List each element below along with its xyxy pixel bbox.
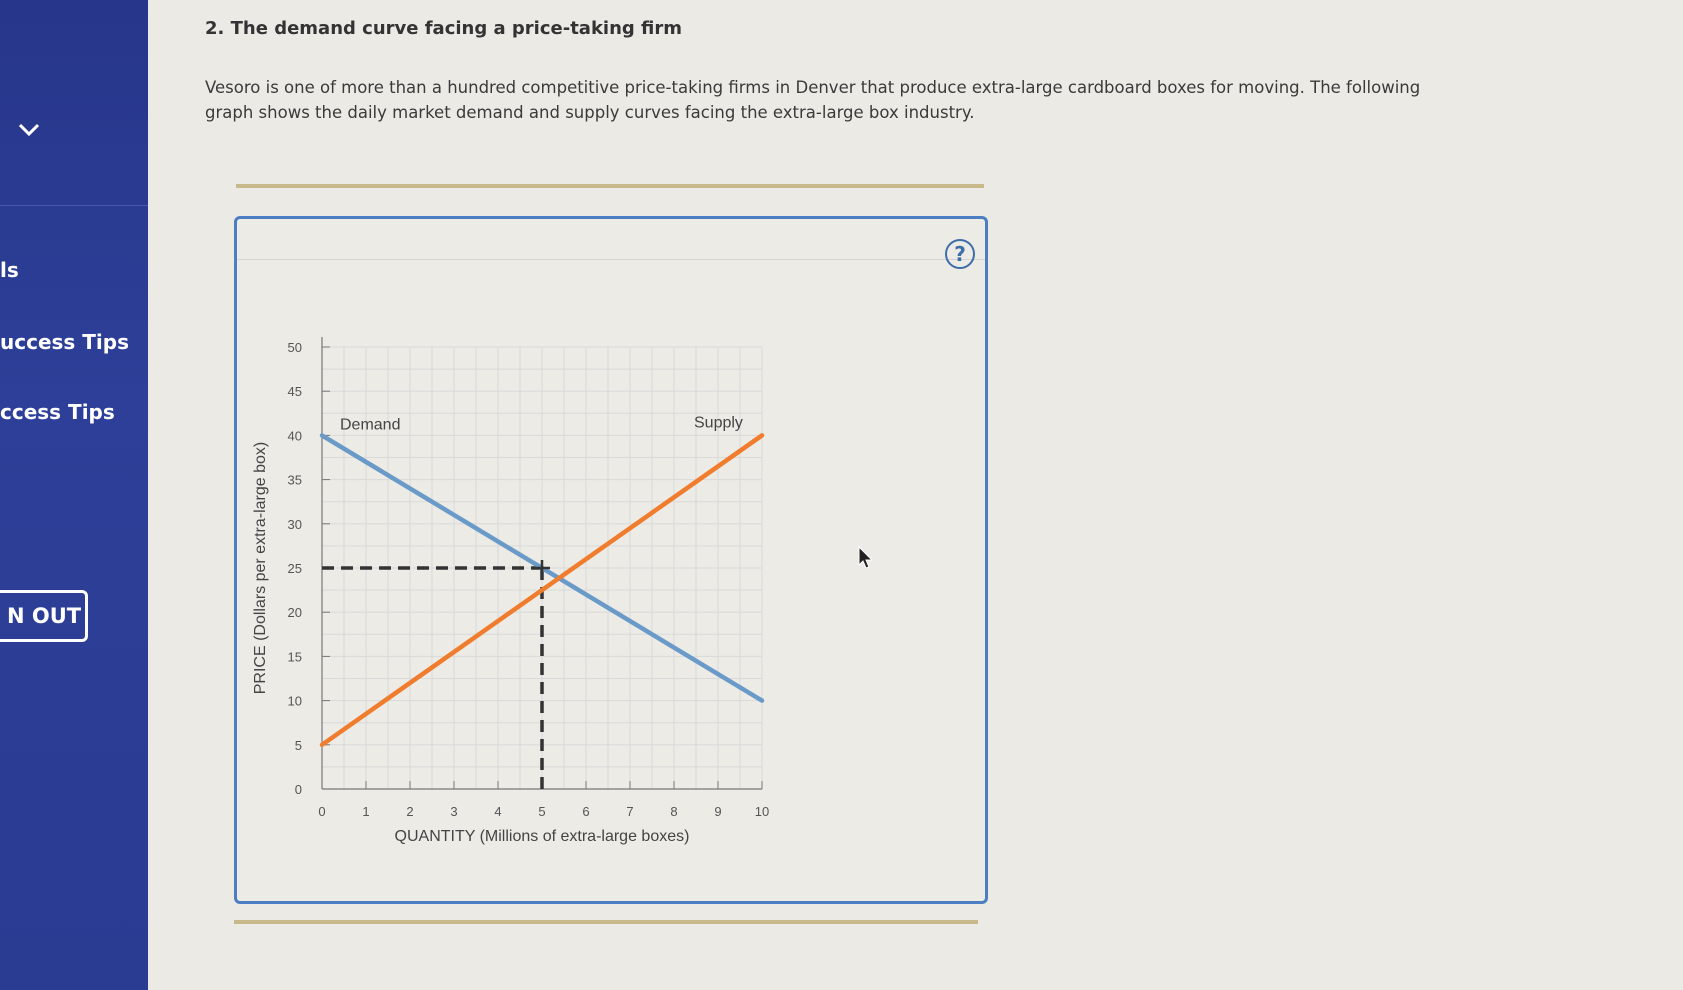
sidebar-item-success-tips-2[interactable]: ccess Tips: [0, 400, 115, 424]
y-tick-label: 10: [287, 693, 302, 709]
sidebar: [0, 0, 148, 990]
y-tick-label: 25: [287, 561, 302, 576]
sidebar-divider: [0, 205, 148, 206]
y-axis-title: PRICE (Dollars per extra-large box): [252, 441, 269, 695]
x-tick-label: 3: [450, 804, 458, 819]
sign-out-button[interactable]: N OUT: [0, 590, 88, 642]
demand-curve-label: Demand: [340, 416, 401, 434]
question-title: 2. The demand curve facing a price-taking firm: [205, 18, 683, 39]
x-tick-label: 1: [362, 804, 370, 819]
sidebar-item-tools[interactable]: ls: [0, 258, 19, 282]
x-tick-label: 7: [626, 804, 634, 819]
y-tick-label: 0: [294, 782, 302, 797]
y-tick-label: 40: [287, 428, 302, 444]
graph-panel: [234, 216, 988, 904]
x-tick-label: 0: [318, 804, 326, 819]
x-tick-label: 9: [714, 804, 722, 819]
mouse-cursor-icon: [858, 546, 874, 574]
x-tick-label: 10: [754, 804, 770, 819]
help-icon[interactable]: ?: [945, 239, 975, 269]
y-tick-label: 45: [287, 384, 302, 400]
supply-curve-label: Supply: [694, 414, 743, 432]
y-tick-label: 35: [287, 472, 302, 488]
y-tick-label: 20: [287, 605, 302, 621]
y-tick-label: 50: [287, 340, 302, 355]
bottom-divider: [234, 920, 978, 924]
x-tick-label: 5: [538, 804, 546, 819]
y-tick-label: 5: [294, 737, 302, 753]
y-tick-label: 30: [287, 516, 302, 532]
x-tick-label: 6: [582, 804, 590, 819]
top-divider: [236, 184, 984, 188]
x-tick-label: 8: [670, 804, 678, 819]
question-text: Vesoro is one of more than a hundred competitive price-taking firms in Denver that produce extra-large cardboard boxes for moving. The following graph shows the daily market demand and supply curves facing the extra-large box industry.: [205, 78, 1421, 122]
sidebar-item-success-tips-1[interactable]: uccess Tips: [0, 330, 130, 354]
y-tick-label: 15: [287, 649, 302, 665]
chevron-down-icon[interactable]: [18, 118, 40, 143]
x-axis-title: QUANTITY (Millions of extra-large boxes): [394, 828, 690, 845]
x-tick-label: 2: [406, 804, 414, 819]
x-tick-label: 4: [494, 804, 502, 819]
